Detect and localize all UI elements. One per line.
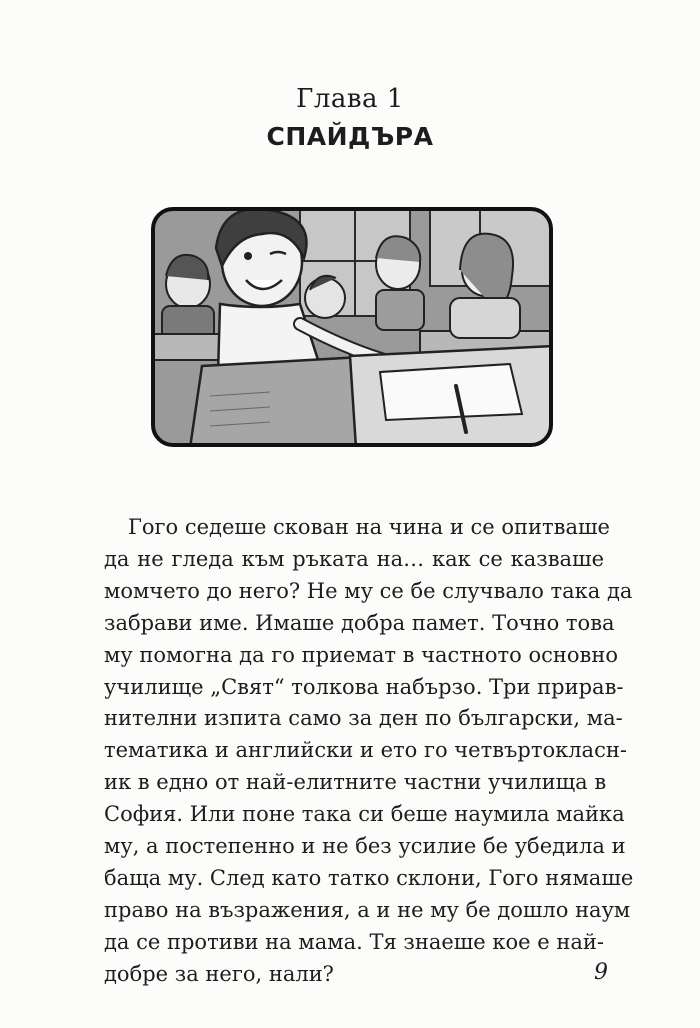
page-number: 9 xyxy=(594,960,608,985)
body-line: момчето до него? Не му се бе случвало така да xyxy=(104,578,633,603)
body-line: София. Или поне така си беше наумила майка xyxy=(104,802,625,827)
body-line: Гого седеше скован на чина и се опитваше xyxy=(128,515,610,539)
body-line: забрави име. Имаше добра памет. Точно това xyxy=(104,610,615,635)
body-line: училище „Свят“ толкова набързо. Три прирав- xyxy=(104,674,624,699)
body-text xyxy=(104,512,634,991)
chapter-title: СПАЙДЪРА xyxy=(266,122,434,151)
body-line: ик в едно от най-елитните частни училища в xyxy=(104,770,607,795)
body-line: баща му. След като татко склони, Гого нямаше xyxy=(104,865,634,890)
body-line: да се противи на мама. Тя знаеше кое е най- xyxy=(104,929,604,954)
body-line: добре за него, нали? xyxy=(104,961,334,986)
body-line: тематика и английски и ето го четвъртокласн- xyxy=(104,738,627,763)
body-line: му помогна да го приемат в частното основно xyxy=(104,642,618,667)
chapter-number: Глава 1 xyxy=(296,84,404,114)
body-line: нителни изпита само за ден по български, ма- xyxy=(104,706,623,731)
classroom-illustration xyxy=(150,206,554,448)
body-line: да не гледа към ръката на… как се казваше xyxy=(104,546,604,571)
body-line: право на възражения, а и не му бе дошло наум xyxy=(104,897,631,922)
body-line: му, а постепенно и не без усилие бе убедила и xyxy=(104,834,626,859)
